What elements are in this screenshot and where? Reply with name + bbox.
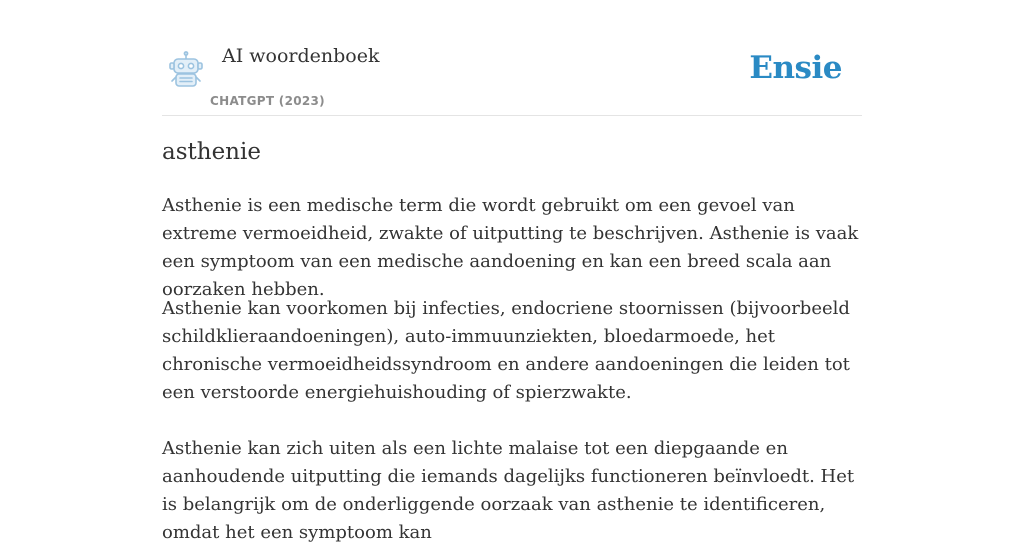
robot-icon bbox=[166, 50, 206, 90]
source-attribution: CHATGPT (2023) bbox=[210, 94, 325, 108]
definition-paragraph: Asthenie kan voorkomen bij infecties, endocriene stoornissen (bijvoorbeeld schildklieraandoeningen), auto-immuunziekten, bloedarmoede, het chronische vermoeidheidssyndroom en andere aandoeningen die leiden tot een verstoorde energiehuishouding of spierzwakte. bbox=[162, 298, 850, 403]
definition-paragraph: Asthenie is een medische term die wordt gebruikt om een gevoel van extreme vermoeidheid, zwakte of uitputting te beschrijven. Asthenie is vaak een symptoom van een medische aandoening en kan een breed scala aan oorzaken hebben. bbox=[162, 195, 859, 300]
brand-logo[interactable]: Ensie bbox=[749, 50, 842, 86]
definition-paragraph: Asthenie kan zich uiten als een lichte malaise tot een diepgaande en aanhoudende uitputting die iemands dagelijks functioneren beïnvloedt. Het is belangrijk om de onderliggende oorzaak van asthenie te identificeren, omdat het een symptoom kan bbox=[162, 438, 855, 543]
page bbox=[162, 0, 862, 543]
entry-term: asthenie bbox=[162, 139, 261, 165]
dictionary-name[interactable]: AI woordenboek bbox=[222, 45, 380, 67]
entry-header bbox=[162, 0, 862, 116]
